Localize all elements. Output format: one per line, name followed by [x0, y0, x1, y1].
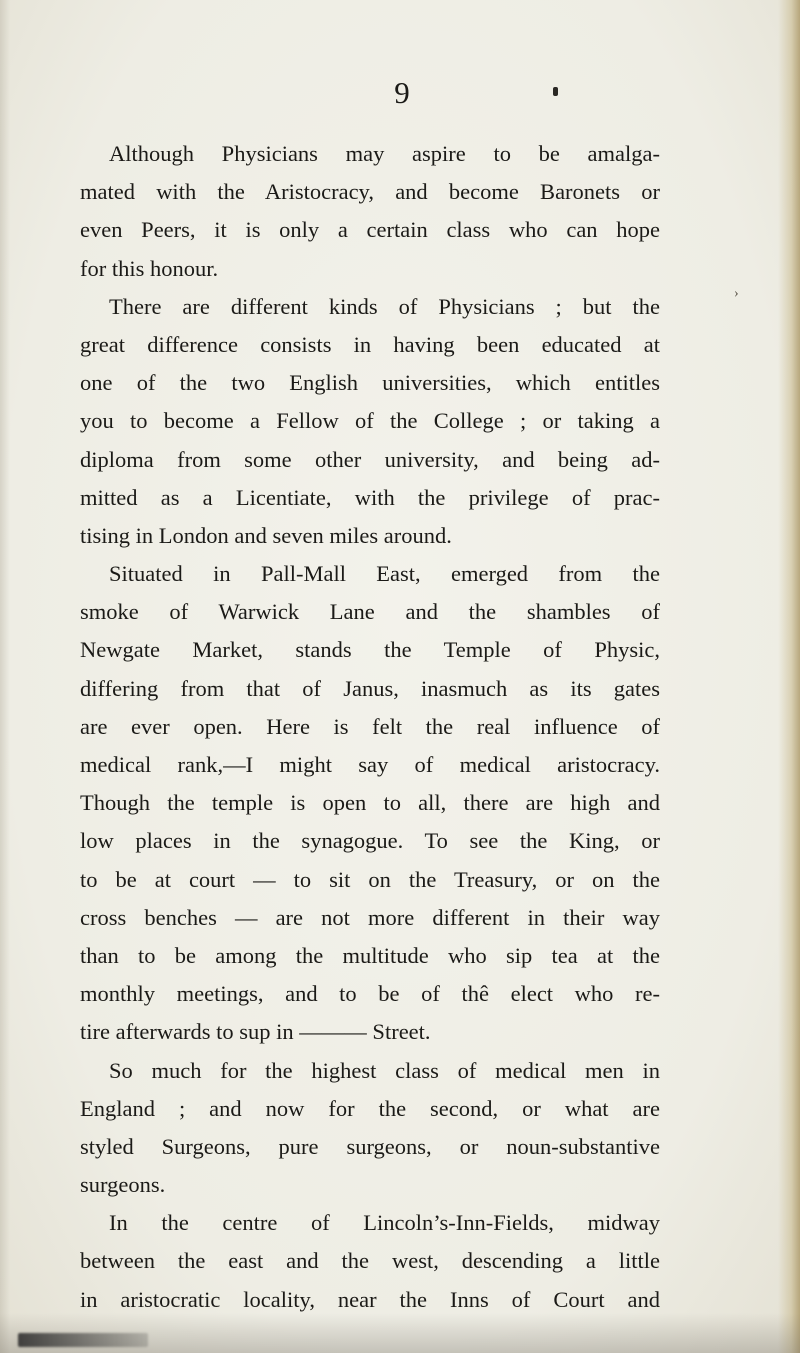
text-line: Newgate Market, stands the Temple of Physic, [80, 637, 660, 663]
body-text [80, 135, 660, 1319]
text-line: So much for the highest class of medical men in [109, 1057, 660, 1083]
text-line: to be at court — to sit on the Treasury, or on the [80, 866, 660, 892]
text-line: Although Physicians may aspire to be amalga- [109, 141, 660, 166]
text-line: than to be among the multitude who sip tea at the [80, 942, 660, 968]
text-line: low places in the synagogue. To see the King, or [80, 828, 660, 854]
page-left-shadow [0, 0, 10, 1353]
text-line: great difference consists in having been educated at [80, 331, 660, 357]
text-line: mitted as a Licentiate, with the privilege of prac- [80, 484, 660, 510]
page-right-edge-stain [778, 0, 800, 1353]
text-line: smoke of Warwick Lane and the shambles of [80, 599, 660, 625]
margin-mark: › [734, 286, 739, 301]
text-line: Situated in Pall-Mall East, emerged from the [109, 561, 660, 587]
text-line: In the centre of Lincoln’s-Inn-Fields, midway [109, 1210, 660, 1236]
text-line: in aristocratic locality, near the Inns of Court and [80, 1286, 660, 1312]
text-line: tising in London and seven miles around. [80, 522, 452, 548]
text-line: even Peers, it is only a certain class who can hope [80, 217, 660, 243]
ink-dot-mark [553, 87, 558, 96]
text-line: between the east and the west, descending a little [80, 1248, 660, 1274]
bottom-ink-smudge [18, 1333, 148, 1347]
text-line: one of the two English universities, which entitles [80, 370, 660, 396]
page-number: 9 [394, 75, 410, 110]
text-line: There are different kinds of Physicians ; but the [109, 293, 660, 319]
text-line: tire afterwards to sup in ——— Street. [80, 1019, 431, 1045]
text-line: mated with the Aristocracy, and become Baronets or [80, 179, 660, 205]
text-line: surgeons. [80, 1172, 166, 1198]
text-line: medical rank,—I might say of medical aristocracy. [80, 752, 660, 777]
text-line: Though the temple is open to all, there are high and [80, 790, 660, 816]
text-line: England ; and now for the second, or what are [80, 1095, 660, 1121]
text-line: monthly meetings, and to be of thê elect who re- [80, 981, 660, 1007]
text-line: diploma from some other university, and being ad- [80, 446, 660, 472]
text-line: cross benches — are not more different in their way [80, 904, 660, 930]
text-line: you to become a Fellow of the College ; or taking a [80, 408, 660, 434]
text-line: are ever open. Here is felt the real influence of [80, 713, 660, 739]
text-line: differing from that of Janus, inasmuch as its gates [80, 675, 660, 701]
text-line: for this honour. [80, 255, 219, 281]
text-line: styled Surgeons, pure surgeons, or noun-substantive [80, 1133, 660, 1159]
